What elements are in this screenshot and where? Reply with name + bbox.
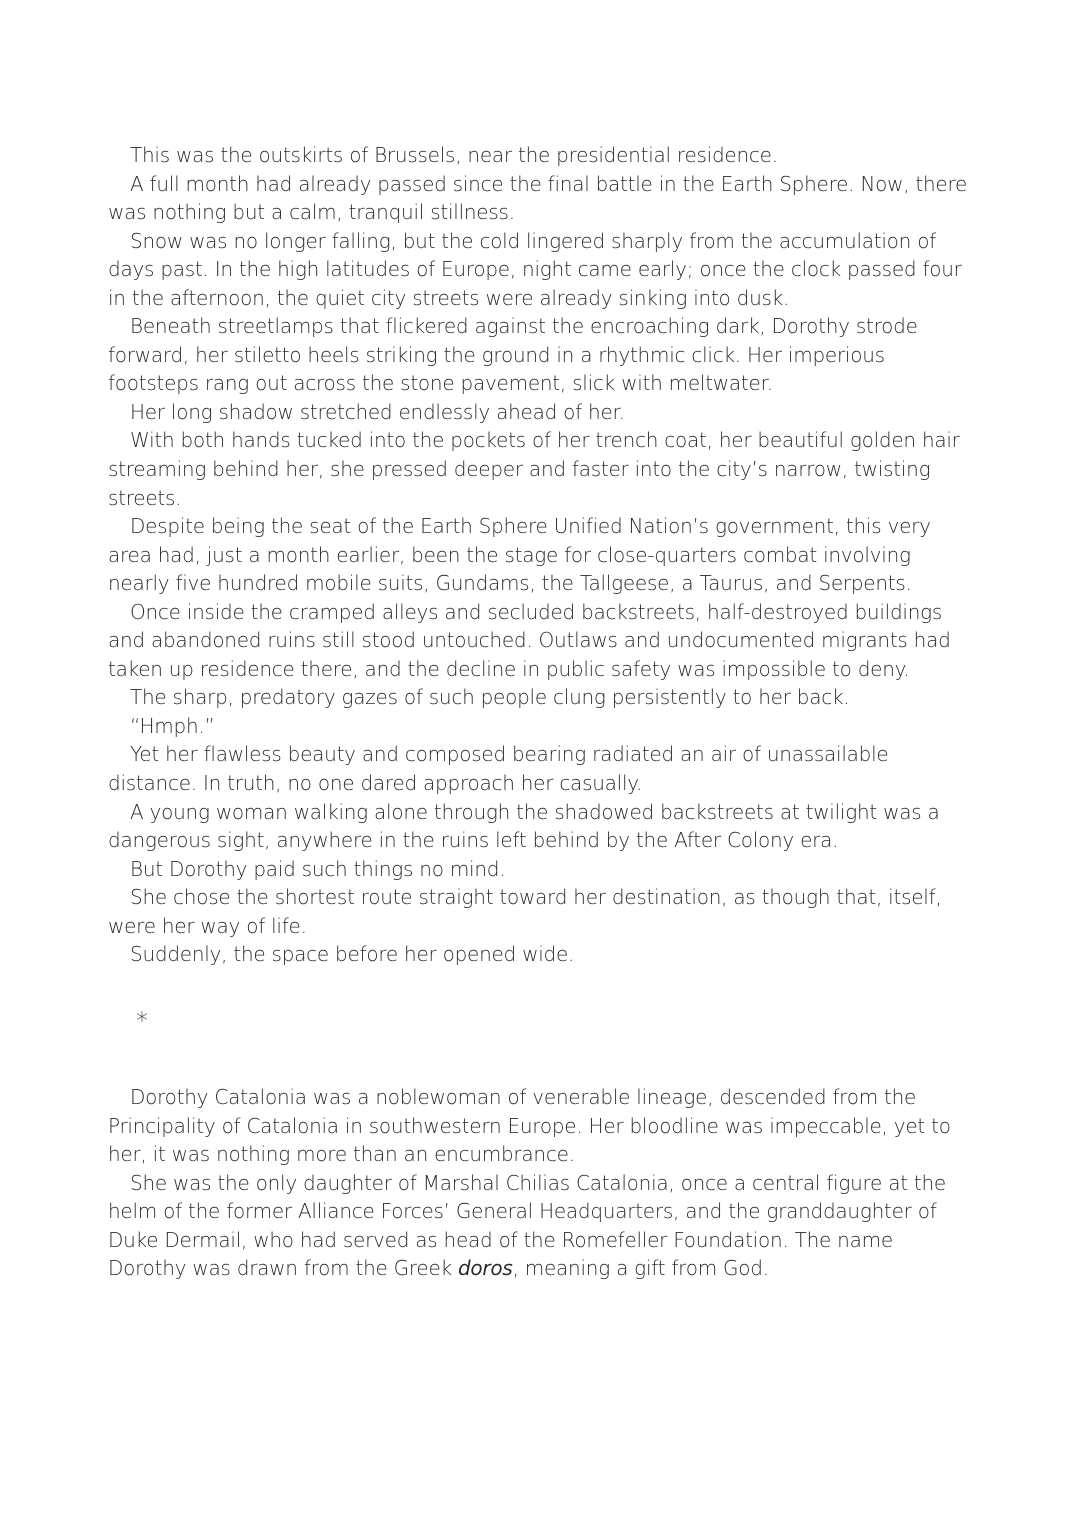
italic-term: doros [457, 1256, 513, 1281]
paragraph: A young woman walking alone through the shadowed backstreets at twilight was a dangerous sight, anywhere in the ruins left behind by the After Colony era. [108, 799, 940, 853]
scene-break [108, 969, 976, 1083]
scene-break-asterisk: * [136, 1006, 148, 1035]
paragraph-text: She was the only daughter of Marshal Chilias Catalonia, once a central figure at the helm of the former Alliance Forces’ General Headquarters, and the granddaughter of Duke Dermail, who had served as head of the Romefeller Foundation. The name Dorothy was drawn from the Greek [108, 1170, 946, 1281]
dialogue-line: “Hmph.” [130, 713, 215, 738]
paragraph: Once inside the cramped alleys and secluded backstreets, half-destroyed buildings and abandoned ruins still stood untouched. Outlaws and undocumented migrants had taken up residence there, and the decline in public safety was impossible to deny. [108, 599, 951, 681]
paragraph: Dorothy Catalonia was a noblewoman of venerable lineage, descended from the Principality of Catalonia in southwestern Europe. Her bloodline was impeccable, yet to her, it was nothing more than an encumbrance. [108, 1085, 951, 1167]
paragraph: The sharp, predatory gazes of such people clung persistently to her back. [130, 685, 850, 710]
paragraph: But Dorothy paid such things no mind. [130, 856, 506, 881]
paragraph: Yet her flawless beauty and composed bearing radiated an air of unassailable distance. In truth, no one dared approach her casually. [108, 742, 889, 796]
paragraph: With both hands tucked into the pockets of her trench coat, her beautiful golden hair streaming behind her, she pressed deeper and faster into the city’s narrow, twisting streets. [108, 428, 960, 510]
paragraph: Snow was no longer falling, but the cold lingered sharply from the accumulation of days past. In the high latitudes of Europe, night came early; once the clock passed four in the afternoon, the quiet city streets were already sinking into dusk. [108, 228, 962, 310]
paragraph: Her long shadow stretched endlessly ahead of her. [130, 399, 625, 424]
paragraph: Despite being the seat of the Earth Sphere Unified Nation’s government, this very area had, just a month earlier, been the stage for close-quarters combat involving nearly five hundred mobile suits, Gundams, the Tallgeese, a Taurus, and Serpents. [108, 514, 931, 596]
paragraph: Suddenly, the space before her opened wide. [130, 942, 575, 967]
document-page [108, 141, 976, 1283]
paragraph: She chose the shortest route straight toward her destination, as though that, itself, were her way of life. [108, 885, 942, 938]
paragraph: A full month had already passed since the final battle in the Earth Sphere. Now, there was nothing but a calm, tranquil stillness. [108, 171, 968, 225]
paragraph: Beneath streetlamps that flickered against the encroaching dark, Dorothy strode forward, her stiletto heels striking the ground in a rhythmic click. Her imperious footsteps rang out across the stone pavement, slick with meltwater. [108, 314, 918, 396]
paragraph [108, 1169, 976, 1283]
paragraph-text: , meaning a gift from God. [512, 1256, 769, 1281]
paragraph: This was the outskirts of Brussels, near the presidential residence. [130, 143, 778, 167]
